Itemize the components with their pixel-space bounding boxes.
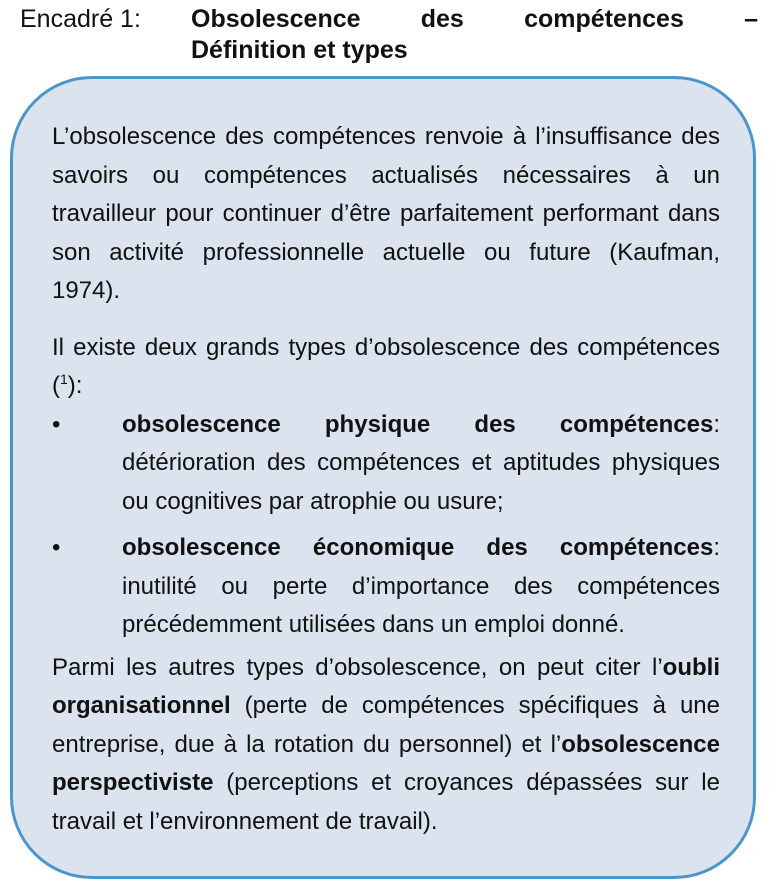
- type-term: obsolescence économique des compétences: [122, 534, 714, 561]
- box-label: Encadré 1:: [20, 5, 141, 33]
- other-text-1: Parmi les autres types d’obsolescence, on peut citer l’: [52, 653, 663, 681]
- type-term: obsolescence physique des compétences: [122, 410, 714, 438]
- types-intro-text: Il existe deux grands types d’obsolescence des compétences (: [52, 333, 720, 399]
- types-list: [52, 406, 720, 645]
- footnote-reference: 1: [60, 371, 68, 387]
- bullet-icon: •: [52, 534, 61, 561]
- list-item: [52, 529, 720, 645]
- box-title-line-2: Définition et types: [191, 36, 408, 64]
- box-title: [191, 4, 758, 66]
- other-types-paragraph: [52, 649, 720, 842]
- list-item: [52, 406, 720, 522]
- types-intro-paragraph: [52, 329, 720, 406]
- other-text-3: (perceptions et croyances dépassées sur le travail et l’environnement de travail).: [52, 769, 720, 835]
- types-intro-end: ):: [67, 372, 83, 399]
- type-description: : inutilité ou perte d’importance des compétences précédemment utilisées dans un emploi donné.: [122, 534, 720, 638]
- type-description: : détérioration des compétences et aptitudes physiques ou cognitives par atrophie ou usure;: [122, 410, 720, 515]
- other-term-2: obsolescence perspectiviste: [52, 730, 720, 796]
- definition-paragraph: L’obsolescence des compétences renvoie à l’insuffisance des savoirs ou compétences actualisés nécessaires à un travailleur pour continuer d’être parfaitement performant dans son activité professionnelle actuelle ou future (Kaufman, 1974).: [52, 123, 720, 304]
- box-title-line-1: Obsolescence des compétences –: [191, 5, 758, 33]
- bullet-icon: •: [52, 410, 61, 438]
- other-term-1: oubli organisationnel: [52, 653, 720, 719]
- box-content: [52, 118, 720, 841]
- other-text-2: (perte de compétences spécifiques à une entreprise, due à la rotation du personnel) et l’: [52, 692, 720, 758]
